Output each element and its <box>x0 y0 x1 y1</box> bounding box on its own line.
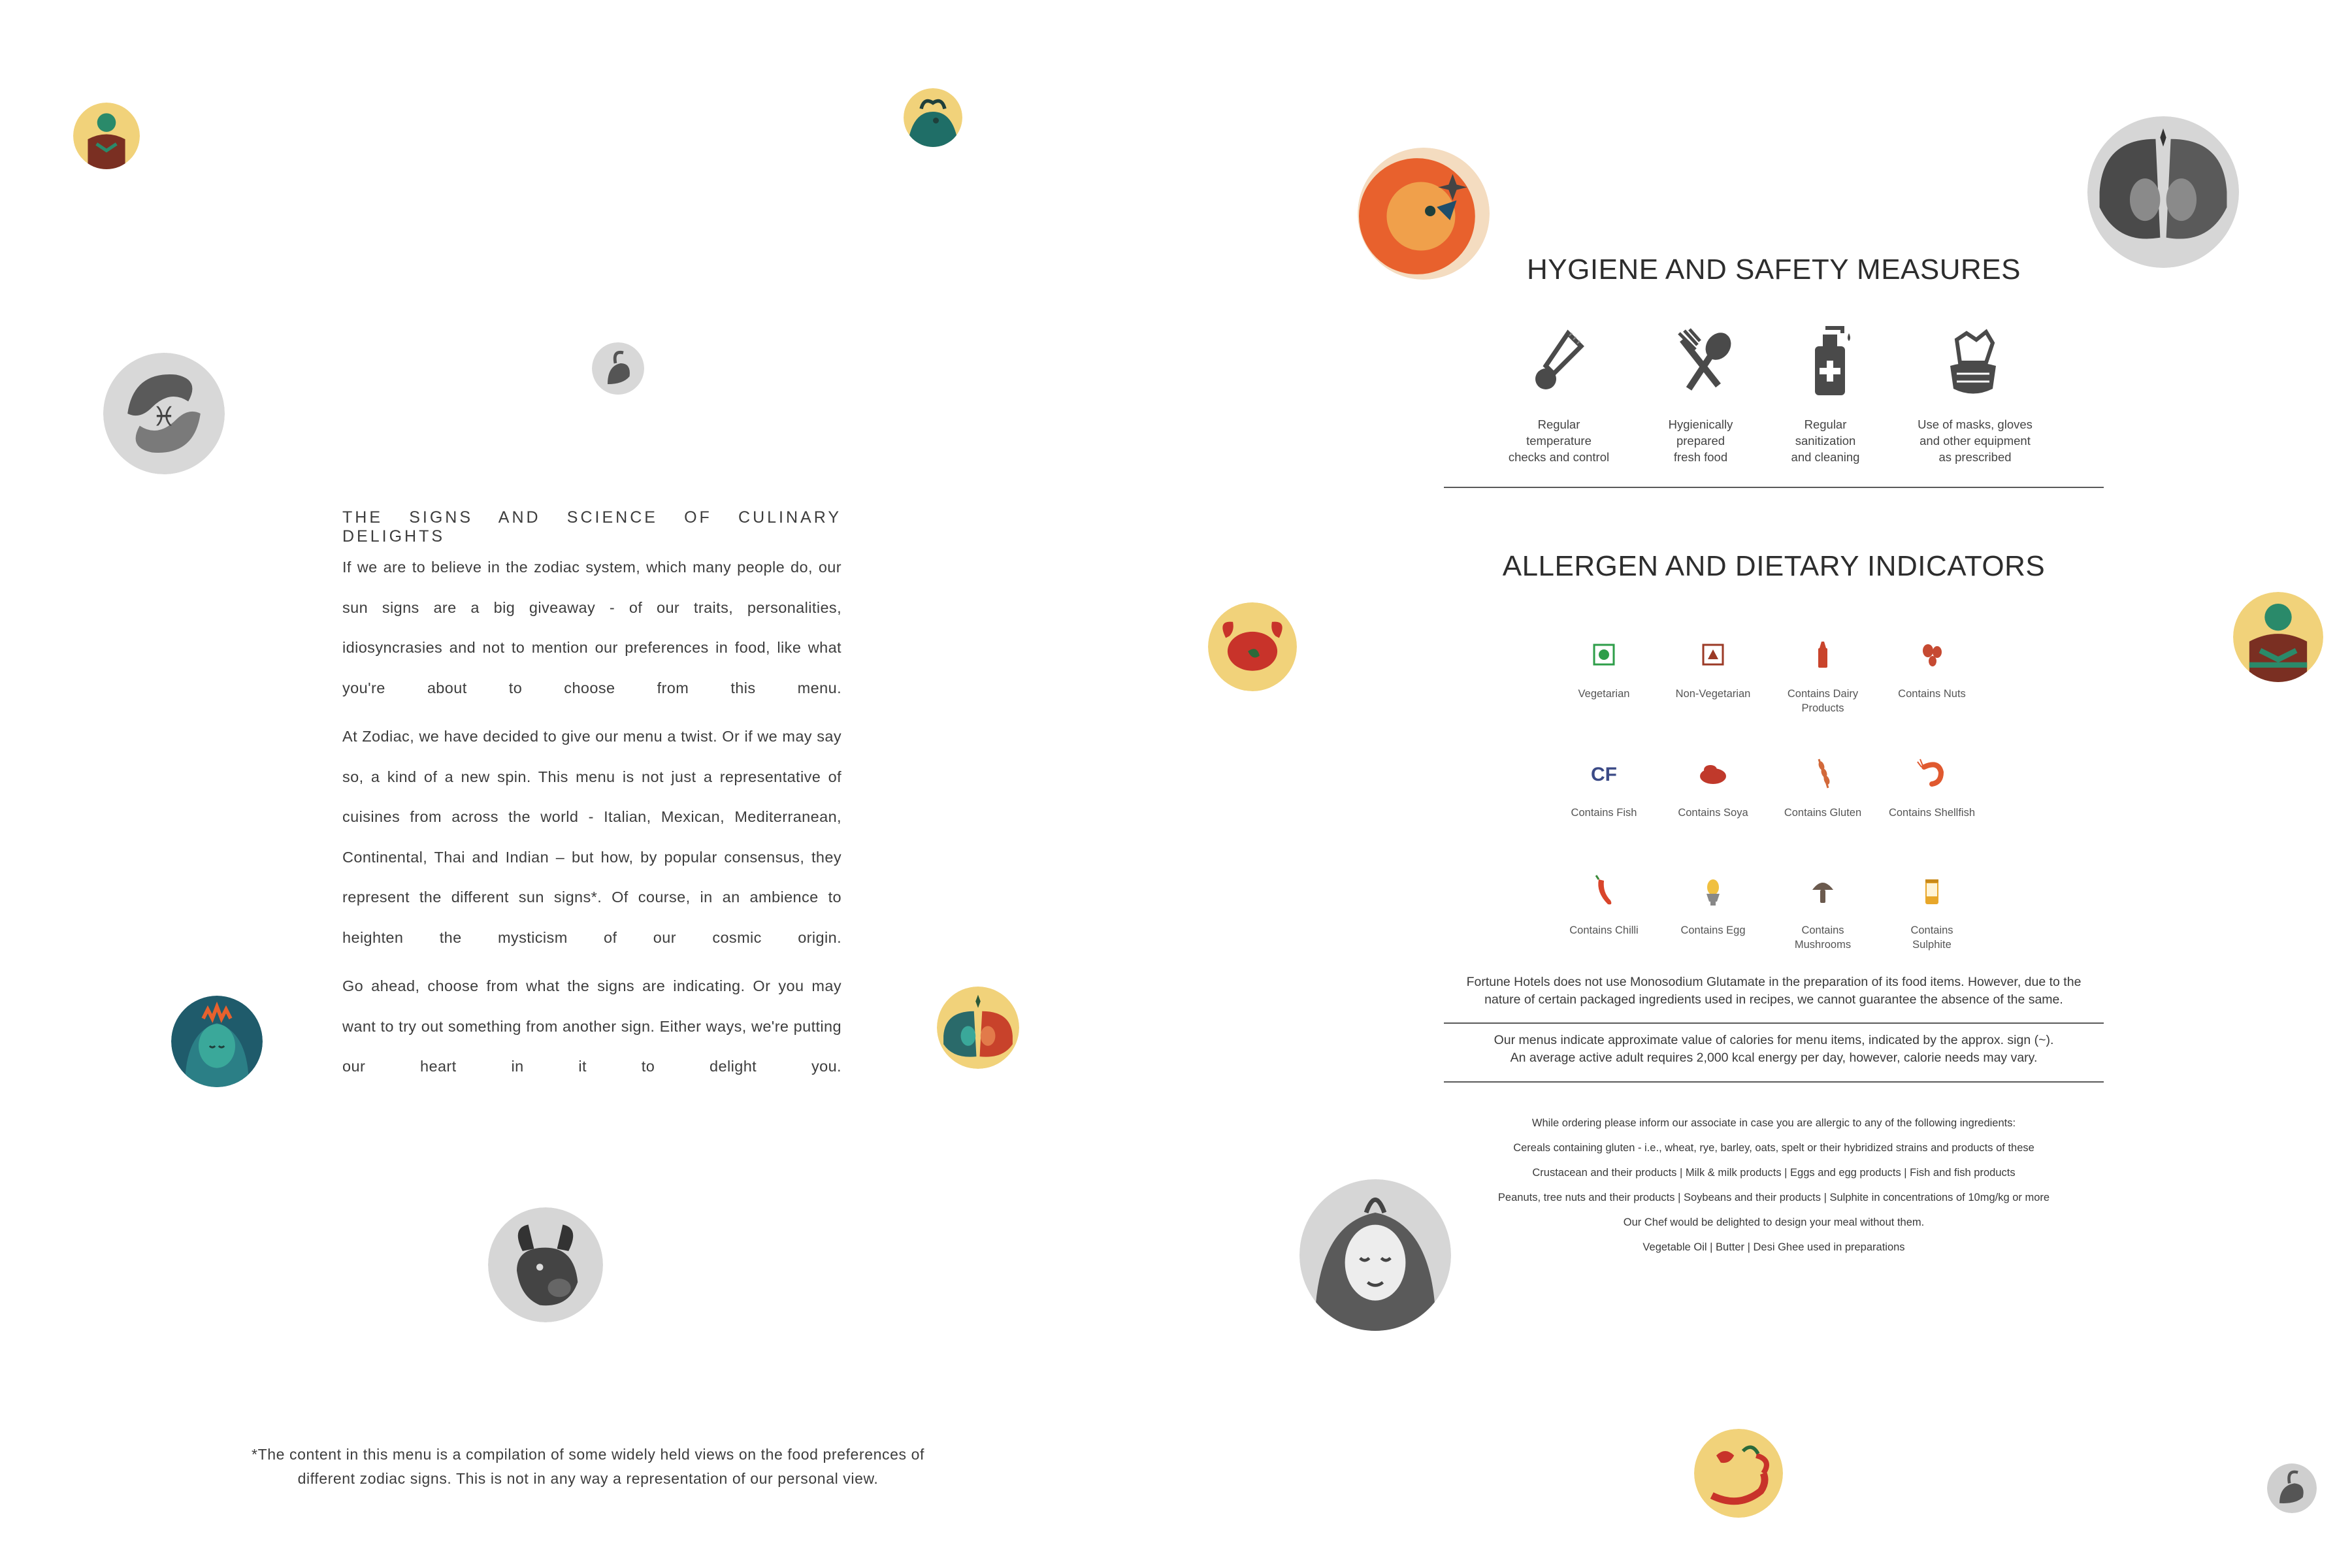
mask-gloves-icon <box>1940 327 2006 405</box>
fish-icon <box>1584 755 1624 792</box>
label-sulphite: Contains Sulphite <box>1910 924 1953 951</box>
nuts-icon <box>1912 636 1952 673</box>
label-dairy: Contains Dairy Products <box>1787 688 1859 714</box>
virgo-medallion-teal <box>171 996 263 1087</box>
mushroom-icon <box>1803 873 1842 909</box>
capricorn-medallion-small <box>592 342 644 395</box>
allergy-info-line: Crustacean and their products | Milk & milk products | Eggs and egg products | Fish and fish products <box>1532 1167 2016 1179</box>
label-nuts: Contains Nuts <box>1898 688 1966 700</box>
egg-icon <box>1693 873 1733 909</box>
gemini-medallion-grey <box>2087 116 2239 268</box>
label-gluten: Contains Gluten <box>1784 807 1862 819</box>
sulphite-icon <box>1912 873 1952 909</box>
allergy-info-line: Peanuts, tree nuts and their products | Soybeans and their products | Sulphite in concentrations of 10mg/kg or more <box>1497 1192 2050 1203</box>
allergy-info-line: Our Chef would be delighted to design your meal without them. <box>1623 1217 1925 1228</box>
capricorn-medallion-corner <box>2267 1463 2317 1513</box>
label-vegetarian: Vegetarian <box>1578 688 1630 700</box>
label-non-vegetarian: Non-Vegetarian <box>1675 688 1751 700</box>
label-shellfish: Contains Shellfish <box>1888 807 1976 819</box>
disclaimer-line-1: *The content in this menu is a compilation of some widely held views on the food preferences of <box>252 1446 924 1463</box>
intro-paragraph-1: If we are to believe in the zodiac system, which many people do, our sun signs are a big giveaway - of our traits, personalities, idiosyncrasies and not to mention our preferences in food, like what you're about to choose from this menu. <box>342 559 841 696</box>
scorpio-medallion <box>1694 1429 1783 1518</box>
sanitizer-icon <box>1797 320 1862 399</box>
gluten-icon <box>1803 755 1842 792</box>
hygiene-label-fresh-food: Hygienically prepared fresh food <box>1668 417 1733 464</box>
intro-title: THE SIGNS AND SCIENCE OF CULINARY DELIGHTS <box>342 508 841 546</box>
divider-hygiene <box>1444 487 2104 488</box>
allergy-info-line: Cereals containing gluten - i.e., wheat, rye, barley, oats, spelt or their hybridized strains and products of these <box>1513 1142 2034 1154</box>
svg-text:♓: ♓ <box>152 400 176 433</box>
utensils-icon <box>1673 327 1738 405</box>
label-egg: Contains Egg <box>1680 924 1746 936</box>
hygiene-label-masks: Use of masks, gloves and other equipment as prescribed <box>1918 417 2033 464</box>
allergy-info-line: Vegetable Oil | Butter | Desi Ghee used in preparations <box>1642 1241 1905 1253</box>
svg-text:CF: CF <box>1591 764 1617 785</box>
shellfish-icon <box>1912 755 1952 792</box>
hygiene-label-sanitization: Regular sanitization and cleaning <box>1791 417 1860 464</box>
label-soya: Contains Soya <box>1678 807 1748 819</box>
thermometer-icon <box>1527 327 1593 405</box>
label-chilli: Contains Chilli <box>1569 924 1639 936</box>
taurus-medallion-teal <box>904 88 962 147</box>
divider-calorie <box>1444 1081 2104 1083</box>
vegetarian-icon <box>1584 636 1624 673</box>
chilli-icon <box>1584 873 1624 909</box>
msg-note: Fortune Hotels does not use Monosodium Glutamate in the preparation of its food items. However, due to the nature of certain packaged ingredients used in recipes, we cannot guarantee the absence of the same. <box>1466 975 2082 1007</box>
gemini-medallion-color <box>937 987 1019 1069</box>
label-mushroom: Contains Mushrooms <box>1794 924 1852 951</box>
calorie-note: Our menus indicate approximate value of calories for menu items, indicated by the approx. sign (~). An average active adult requires 2,000 kcal energy per day, however, calorie needs may vary. <box>1494 1033 2054 1065</box>
disclaimer <box>196 1443 980 1491</box>
label-fish: Contains Fish <box>1571 807 1637 819</box>
allergen-title: ALLERGEN AND DIETARY INDICATORS <box>1502 550 2046 582</box>
disclaimer-line-2: different zodiac signs. This is not in any way a representation of our personal view. <box>297 1470 879 1487</box>
divider-msg <box>1444 1022 2104 1024</box>
aquarius-medallion-right <box>2233 592 2323 682</box>
soya-icon <box>1693 755 1733 792</box>
non-vegetarian-icon <box>1693 636 1733 673</box>
pisces-medallion <box>103 353 225 474</box>
hygiene-label-temperature: Regular temperature checks and control <box>1508 417 1610 464</box>
cancer-medallion <box>1208 602 1297 691</box>
intro-paragraph-3: Go ahead, choose from what the signs are indicating. Or you may want to try out something from another sign. Either ways, we're putting our heart in it to delight you. <box>342 977 841 1075</box>
allergy-info <box>1405 1111 2143 1260</box>
dairy-icon <box>1803 636 1842 673</box>
intro-paragraph-2: At Zodiac, we have decided to give our menu a twist. Or if we may say so, a kind of a new spin. This menu is not just a representative of cuisines from across the world - Italian, Mexican, Mediterranean, Continental, Thai and Indian – but how, by popular consensus, they represent the different sun signs*. Of course, in an ambience to heighten the mysticism of our cosmic origin. <box>342 728 841 946</box>
aquarius-medallion-small <box>73 103 140 169</box>
taurus-medallion-grey <box>488 1207 603 1322</box>
hygiene-title: HYGIENE AND SAFETY MEASURES <box>1527 253 2021 286</box>
allergy-info-line: While ordering please inform our associate in case you are allergic to any of the following ingredients: <box>1531 1117 2016 1129</box>
